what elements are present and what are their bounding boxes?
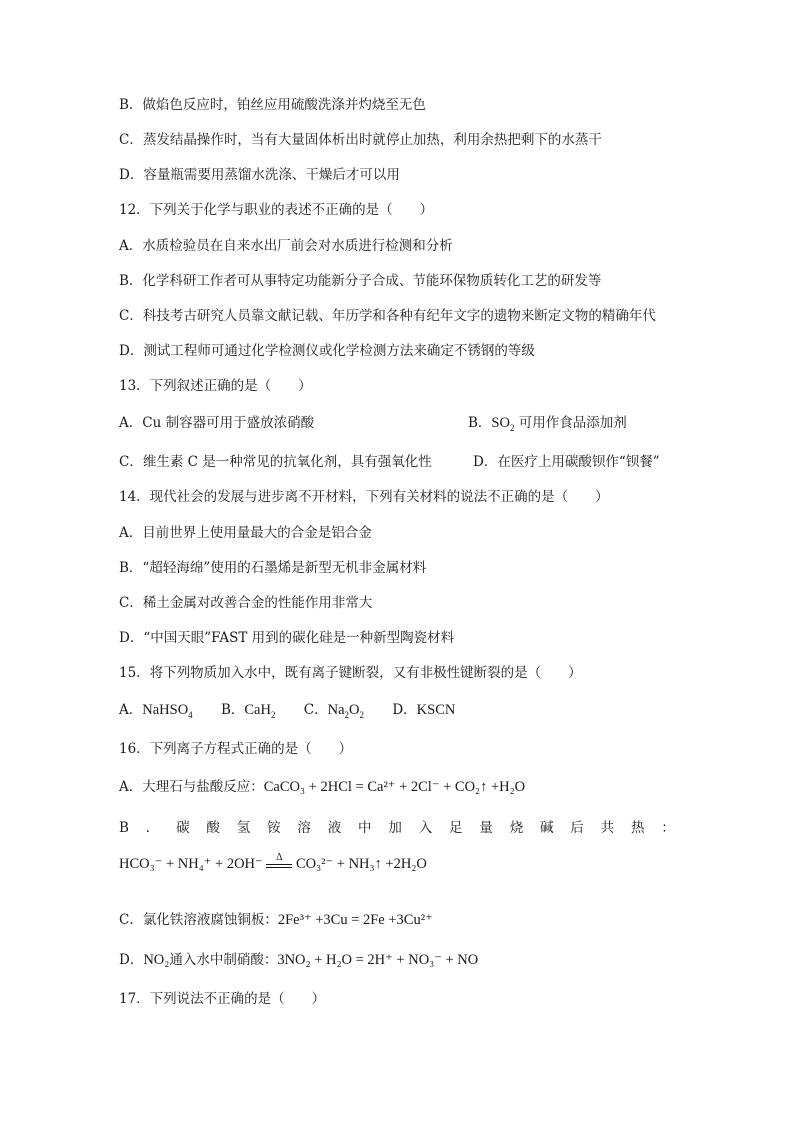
option-16b-char: B [119, 820, 129, 836]
option-13a: A．Cu 制容器可用于盛放浓硝酸 [119, 415, 315, 431]
option-15c: C．$Na_2O_2$ [303, 702, 365, 720]
equation-16d: 3NO₂ + H₂O = 2H⁺ + NO₃⁻ + NO [277, 952, 479, 968]
option-16b-char: 后 [570, 820, 584, 836]
option-15a: A．NaHSO$_4$ [119, 702, 193, 720]
option-11c: C．蒸发结晶操作时，当有大量固体析出时就停止加热，利用余热把剩下的水蒸干 [119, 132, 602, 148]
option-16b-char: 热 [631, 820, 645, 836]
option-16b-char: ． [145, 820, 160, 836]
option-11d: D．容量瓶需要用蒸馏水洗涤、干燥后才可以用 [119, 167, 400, 183]
question-15: 15．将下列物质加入水中，既有离子键断裂，又有非极性键断裂的是（ ） [119, 665, 582, 681]
option-13b-text: 可用作食品添加剂 [514, 415, 627, 431]
option-14c: C．稀土金属对改善合金的性能作用非常大 [119, 595, 373, 611]
question-13: 13．下列叙述正确的是（ ） [119, 378, 312, 394]
question-12: 12．下列关于化学与职业的表述不正确的是（ ） [119, 202, 434, 218]
option-12c: C．科技考古研究人员靠文献记载、年历学和各种有纪年文字的遗物来断定文物的精确年代 [119, 308, 656, 324]
option-12d: D．测试工程师可通过化学检测仪或化学检测方法来确定不锈钢的等级 [119, 343, 535, 359]
option-16c: C．氯化铁溶液腐蚀铜板：2Fe³⁺ +3Cu = 2Fe +3Cu²⁺ [119, 912, 433, 928]
option-16b-char: 铵 [267, 820, 281, 836]
option-16b-char: 中 [358, 820, 372, 836]
option-16b-char: 量 [479, 820, 493, 836]
option-16b-label [119, 819, 675, 837]
option-12b: B．化学科研工作者可从事特定功能新分子合成、节能环保物质转化工艺的研发等 [119, 273, 602, 289]
formula-na2o2: $Na_2O_2$ [327, 702, 365, 720]
option-16b-char: 碳 [176, 820, 190, 836]
equation-16a: CaCO₃ + 2HCl = Ca²⁺ + 2Cl⁻ + CO₂↑ +H₂O [263, 779, 526, 795]
formula-cah2: CaH$_2$ [244, 702, 276, 720]
option-16b-char: 加 [388, 820, 402, 836]
option-14b: B．“超轻海绵”使用的石墨烯是新型无机非金属材料 [119, 560, 427, 576]
option-11b: B．做焰色反应时，铂丝应用硫酸洗涤并灼烧至无色 [119, 97, 426, 113]
option-14d: D．“中国天眼”FAST 用到的碳化硅是一种新型陶瓷材料 [119, 630, 455, 646]
option-14a: A．目前世界上使用量最大的合金是铝合金 [119, 525, 372, 541]
option-13d: D．在医疗上用碳酸钡作“钡餐” [473, 454, 660, 470]
option-16b-char: 酸 [206, 820, 220, 836]
option-16d: D．NO₂通入水中制硝酸：3NO₂ + H₂O = 2H⁺ + NO₃⁻ + NO [119, 952, 479, 968]
option-16b-char: 氢 [236, 820, 251, 836]
option-12a: A．水质检验员在自来水出厂前会对水质进行检测和分析 [119, 238, 453, 254]
options-15 [119, 701, 479, 719]
option-16b-char: 入 [418, 820, 433, 836]
option-16b-char: 共 [600, 820, 615, 836]
option-16b-char: 液 [327, 820, 342, 836]
option-16b-char: ： [661, 820, 675, 836]
option-15b: B．CaH$_2$ [220, 702, 276, 720]
formula-so2: $SO_2$ [491, 415, 515, 433]
option-13c: C．维生素 C 是一种常见的抗氧化剂，具有强氧化性 [119, 454, 432, 470]
question-14: 14．现代社会的发展与进步离不开材料，下列有关材料的说法不正确的是（ ） [119, 489, 609, 505]
formula-no2: NO₂ [143, 952, 170, 968]
question-17: 17．下列说法不正确的是（ ） [119, 991, 326, 1007]
option-13b-label: B． [468, 415, 492, 431]
option-16a: A．大理石与盐酸反应：CaCO₃ + 2HCl = Ca²⁺ + 2Cl⁻ + CO₂↑ +H₂O [119, 779, 526, 795]
option-16b-char: 足 [449, 820, 463, 836]
option-16b-char: 烧 [509, 820, 524, 836]
equation-16b: HCO₃⁻ + NH₄⁺ + 2OH⁻ Δ CO₃²⁻ + NH₃↑ +2H₂O [119, 851, 427, 872]
option-16b-char: 碱 [540, 820, 554, 836]
question-16: 16．下列离子方程式正确的是（ ） [119, 741, 353, 757]
option-15d: D．KSCN [392, 702, 456, 718]
option-16b-char: 溶 [297, 820, 311, 836]
option-13b [468, 414, 627, 432]
equation-16c: 2Fe³⁺ +3Cu = 2Fe +3Cu²⁺ [277, 912, 433, 928]
formula-kscn: KSCN [416, 702, 456, 718]
heat-arrow: Δ [266, 862, 292, 868]
formula-nahso4: NaHSO$_4$ [142, 702, 193, 720]
